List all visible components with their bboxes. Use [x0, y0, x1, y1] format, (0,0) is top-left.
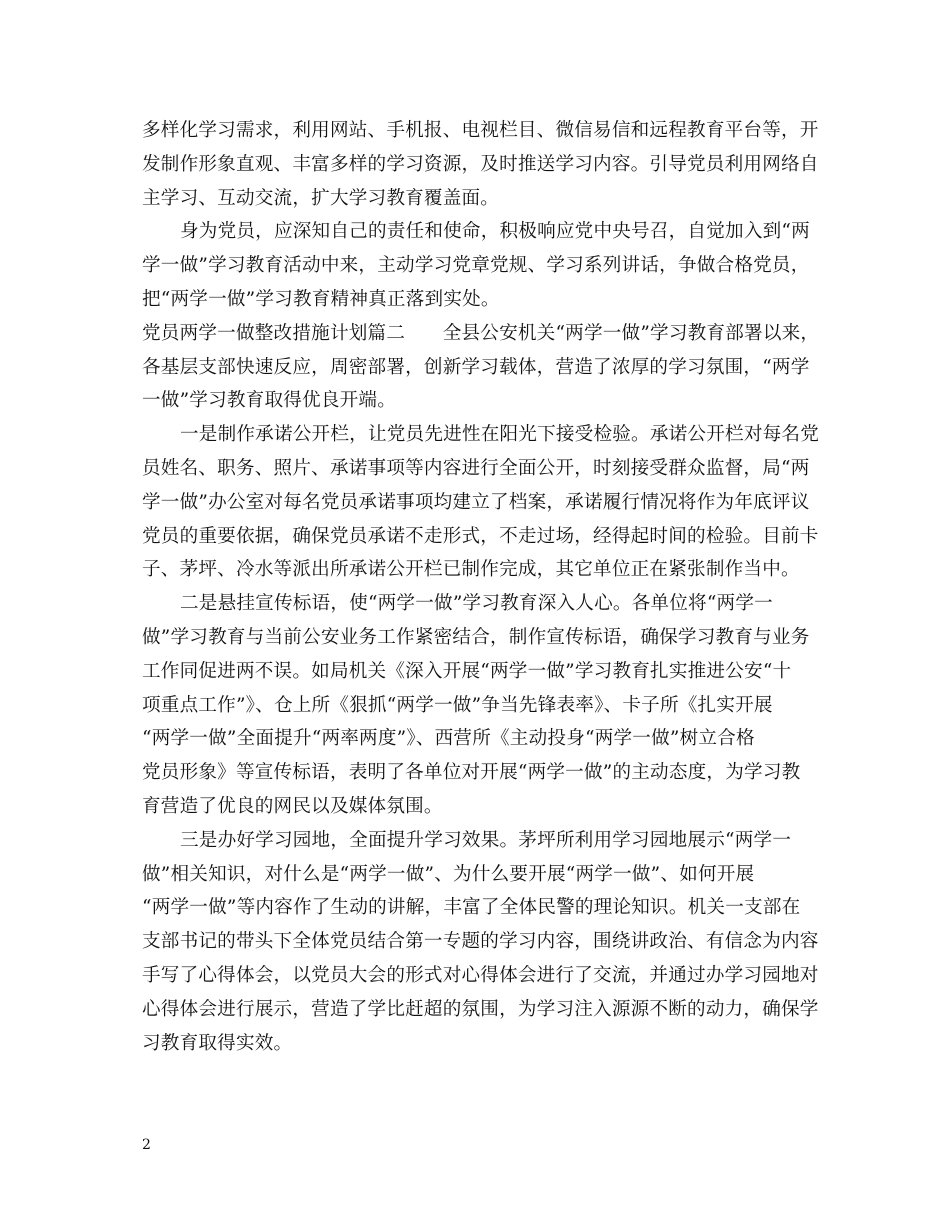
text-line: 一做”学习教育取得优良开端。: [142, 390, 397, 412]
text-line: 做”学习教育与当前公安业务工作紧密结合，制作宣传标语，确保学习教育与业务: [142, 626, 810, 648]
paragraph: [142, 317, 822, 418]
text-line: 学一做”学习教育活动中来，主动学习党章党规、学习系列讲话，争做合格党员，: [142, 255, 810, 277]
text-line: 心得体会进行展示，营造了学比赶超的氛围，为学习注入源源不断的动力，确保学: [142, 998, 819, 1020]
text-line: 学一做”办公室对每名党员承诺事项均建立了档案，承诺履行情况将作为年底评议: [142, 491, 810, 513]
text-line: 员姓名、职务、照片、承诺事项等内容进行全面公开，时刻接受群众监督，局“两: [142, 457, 810, 479]
text-line: 子、茅坪、冷水等派出所承诺公开栏已制作完成，其它单位正在紧张制作当中。: [142, 559, 800, 581]
paragraph: [142, 114, 822, 215]
text-line: 二是悬挂宣传标语，使“两学一做”学习教育深入人心。各单位将“两学一: [180, 593, 773, 615]
page-number: 2: [142, 1137, 151, 1153]
paragraph: [142, 418, 822, 587]
text-line: 习教育取得实效。: [142, 1032, 293, 1054]
text-line: 多样化学习需求，利用网站、手机报、电视栏目、微信易信和远程教育平台等，开: [142, 120, 819, 141]
text-line: 育营造了优良的网民以及媒体氛围。: [142, 795, 443, 817]
text-line: 支部书记的带头下全体党员结合第一专题的学习内容，围绕讲政治、有信念为内容: [142, 931, 819, 953]
text-line: 党员两学一做整改措施计划篇二 全县公安机关“两学一做”学习教育部署以来，: [142, 322, 820, 344]
text-line: 发制作形象直观、丰富多样的学习资源，及时推送学习内容。引导党员利用网络自: [142, 153, 819, 175]
text-line: 三是办好学习园地，全面提升学习效果。茅坪所利用学习园地展示“两学一: [180, 829, 792, 851]
paragraph: [142, 215, 822, 316]
text-line: 手写了心得体会，以党员大会的形式对心得体会进行了交流，并通过办学习园地对: [142, 964, 819, 986]
text-line: 主学习、互动交流，扩大学习教育覆盖面。: [142, 187, 500, 209]
text-line: 工作同促进两不误。如局机关《深入开展“两学一做”学习教育扎实推进公安“十: [142, 660, 792, 682]
text-line: 把“两学一做”学习教育精神真正落到实处。: [142, 288, 500, 310]
text-line: 各基层支部快速反应，周密部署，创新学习载体，营造了浓厚的学习氛围，“两学: [142, 356, 810, 378]
paragraph: [142, 824, 822, 1061]
text-line: 党员的重要依据，确保党员承诺不走形式，不走过场，经得起时间的检验。目前卡: [142, 525, 819, 547]
text-line: 做”相关知识，对什么是“两学一做”、为什么要开展“两学一做”、如何开展: [142, 863, 755, 885]
text-line: 党员形象》等宣传标语，表明了各单位对开展“两学一做”的主动态度，为学习教: [142, 762, 801, 784]
text-line: 项重点工作”》、仓上所《狠抓“两学一做”争当先锋表率》、卡子所《扎实开展: [142, 694, 773, 716]
paragraph: [142, 587, 822, 824]
document-body: [142, 114, 822, 1060]
text-line: “两学一做”全面提升“两率两度”》、西营所《主动投身“两学一做”树立合格: [142, 728, 755, 750]
text-line: 一是制作承诺公开栏，让党员先进性在阳光下接受检验。承诺公开栏对每名党: [180, 424, 819, 446]
text-line: “两学一做”等内容作了生动的讲解，丰富了全体民警的理论知识。机关一支部在: [142, 897, 801, 919]
text-line: 身为党员，应深知自己的责任和使命，积极响应党中央号召，自觉加入到“两: [180, 221, 810, 243]
